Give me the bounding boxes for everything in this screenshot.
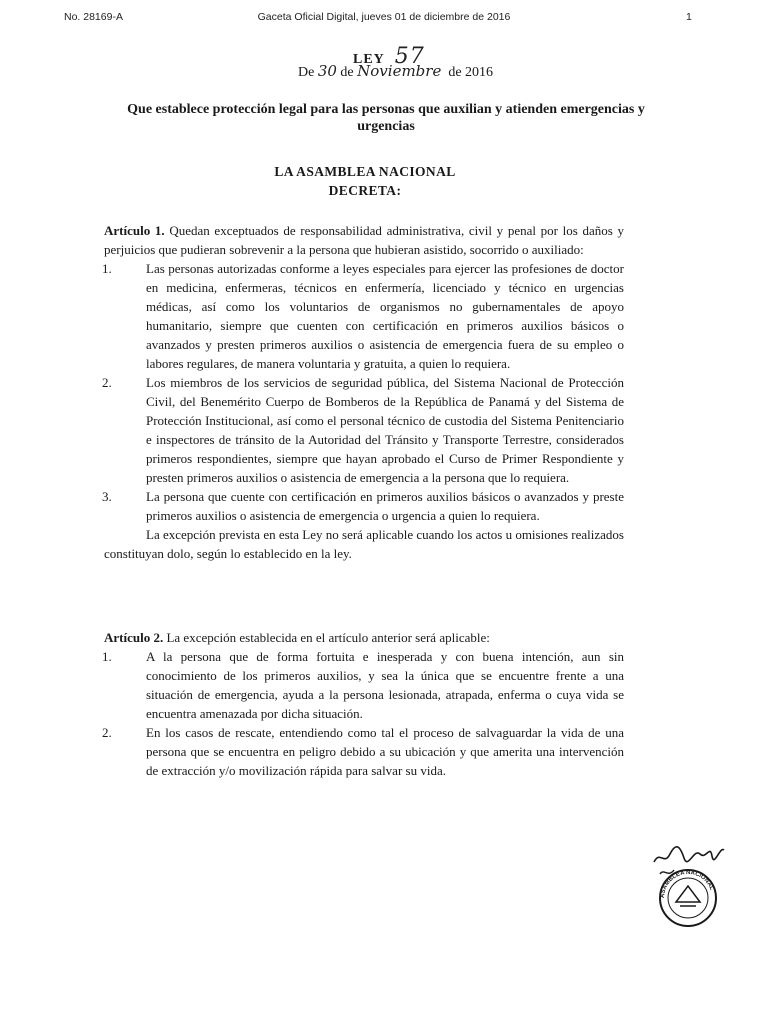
- article-1-lead-text: Quedan exceptuados de responsabilidad administrativa, civil y penal por los daños y perjuicios que pudieran sobrevenir a la persona que hubieran asistido, socorrido o auxiliado:: [104, 223, 625, 257]
- item-text: La persona que cuente con certificación en primeros auxilios básicos o avanzados y preste primeros auxilios o asistencia de emergencia o urgencia a quien lo requiera.: [146, 489, 624, 523]
- item-text: Los miembros de los servicios de seguridad pública, del Sistema Nacional de Protección Civil, del Benemérito Cuerpo de Bomberos de la República de Panamá y del Sistema de Protección Institucional, así como el personal técnico de custodia del Sistema Penitenciario e inspectores de tránsito de la Autoridad del Tránsito y Transporte Terrestre, considerados primeros respondientes, siempre que hayan aprobado el Curso de Primer Respondiente y presten primeros auxilios o asistencia de emergencia a la persona que lo requiera.: [146, 375, 624, 485]
- signature-stroke-2: [660, 870, 674, 874]
- article-1-item-1: [104, 259, 624, 373]
- seal-inner-ring: [668, 878, 708, 918]
- article-2-label: Artículo 2.: [104, 630, 164, 645]
- ley-number-handwritten: 57: [394, 44, 425, 69]
- article-2: [104, 628, 624, 780]
- item-text: En los casos de rescate, entendiendo como tal el proceso de salvaguardar la vida de una persona que se encuentra en peligro debido a su ubicación y que amerita una intervención de extracción y/o movilización rápida para salvar su vida.: [146, 725, 624, 778]
- article-1-closing: La excepción prevista en esta Ley no será aplicable cuando los actos u omisiones realizados constituyan dolo, según lo establecido en la ley.: [104, 527, 624, 561]
- article-1: [104, 221, 624, 563]
- assembly-name: LA ASAMBLEA NACIONAL: [274, 164, 456, 179]
- article-1-item-2: [104, 373, 624, 487]
- article-2-item-1: [104, 647, 624, 723]
- gazette-title: Gaceta Oficial Digital, jueves 01 de diciembre de 2016: [257, 11, 511, 23]
- article-1-item-3: [104, 487, 624, 525]
- date-prefix: De: [298, 65, 315, 80]
- decreta-label: DECRETA:: [328, 183, 402, 198]
- date-month-handwritten: Noviembre: [357, 62, 442, 80]
- page-number: 1: [686, 11, 692, 23]
- date-day-handwritten: 30: [317, 62, 337, 80]
- article-1-label: Artículo 1.: [104, 223, 165, 238]
- signature-and-seal: [650, 840, 730, 930]
- gazette-number: No. 28169-A: [64, 11, 123, 23]
- date-de: de: [340, 65, 354, 80]
- item-number: 1.: [102, 649, 112, 664]
- item-text: A la persona que de forma fortuita e inesperada y con buena intención, aun sin conocimiento de los primeros auxilios, y sea la única que se encuentre frente a una situación de emergencia, ayuda a la persona lesionada, atrapada, enferma o cuya vida se encuentra amenazada por dicha situación.: [146, 649, 624, 721]
- article-2-lead-text: La excepción establecida en el artículo anterior será aplicable:: [166, 630, 490, 645]
- signature-stroke: [654, 847, 724, 862]
- law-title: Que establece protección legal para las personas que auxilian y atienden emergencias y urgencias: [127, 102, 645, 134]
- item-number: 3.: [102, 489, 112, 504]
- assembly-heading: [0, 162, 730, 200]
- item-number: 2.: [102, 725, 112, 740]
- article-2-item-2: [104, 723, 624, 780]
- ley-label: LEY: [353, 52, 385, 67]
- law-date: [298, 62, 493, 81]
- item-number: 1.: [102, 261, 112, 276]
- date-year: de 2016: [448, 65, 494, 80]
- article-1-lead: [104, 221, 624, 259]
- seal-emblem: [676, 886, 700, 906]
- seal-text: ASAMBLEA NACIONAL: [659, 869, 715, 899]
- item-text: Las personas autorizadas conforme a leyes especiales para ejercer las profesiones de doctor en medicina, enfermeras, técnicos en enfermería, licenciado y técnico en urgencias médicas, así como los voluntarios de organismos no gubernamentales de apoyo humanitario, siempre que cuenten con certificación en primeros auxilios básicos o avanzados y presten primeros auxilios o asistencia de emergencia fuera de su empleo o labores regulares, de manera voluntaria y gratuita, a quien lo requiera.: [146, 261, 624, 371]
- item-number: 2.: [102, 375, 112, 390]
- article-2-lead: [104, 628, 624, 647]
